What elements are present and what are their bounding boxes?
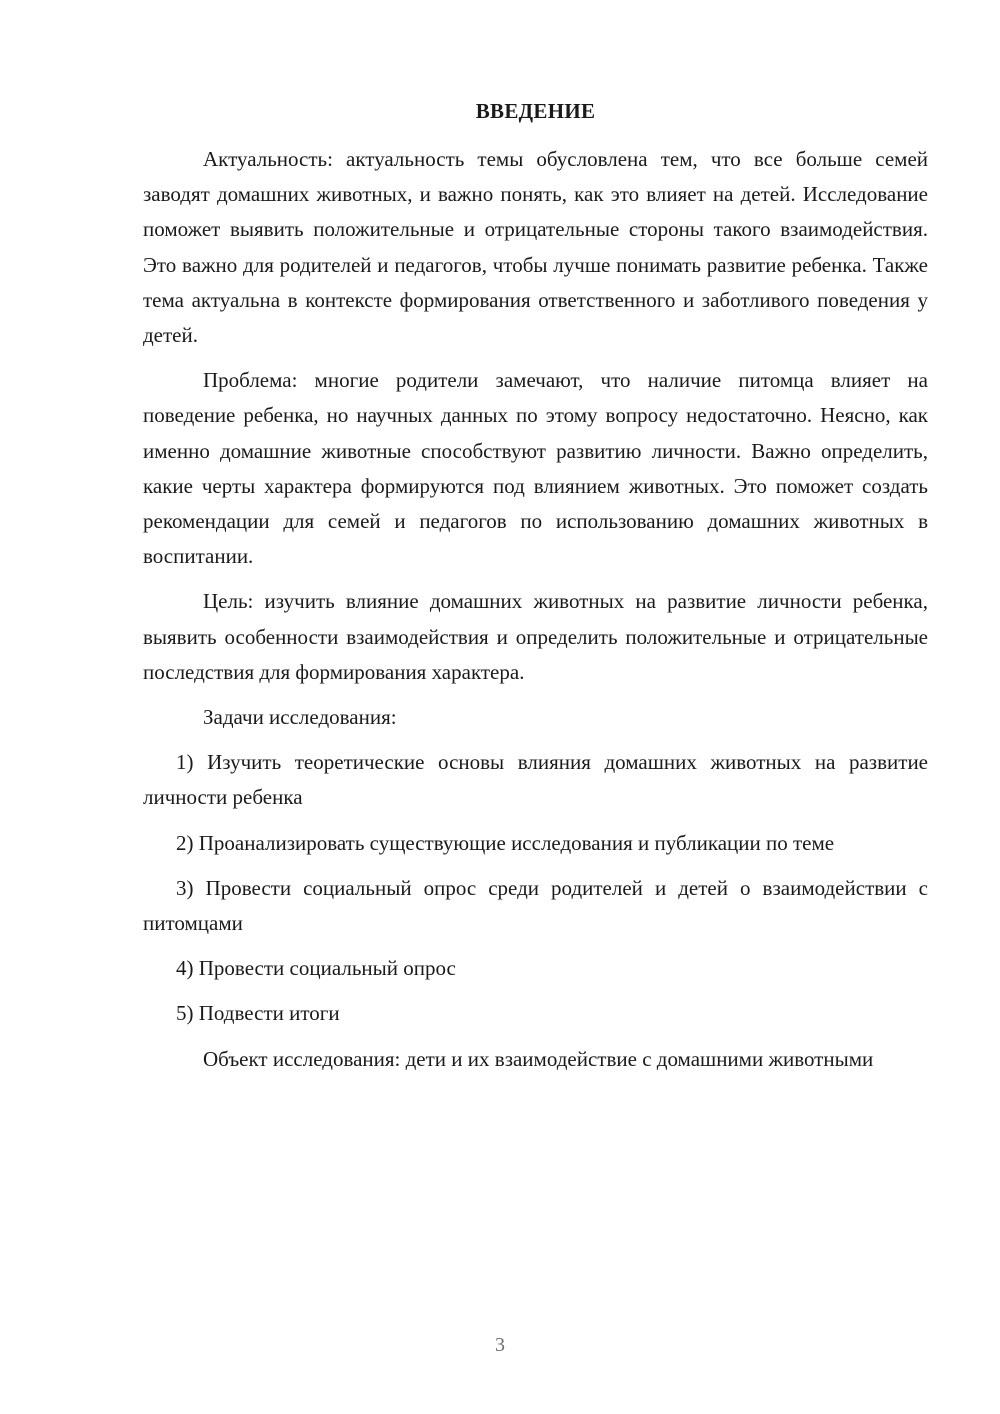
paragraph-problem: Проблема: многие родители замечают, что наличие питомца влияет на поведение ребенка, но научных данных по этому вопросу недостаточно. Неясно, как именно домашние животные способствуют развитию личности. Важно определить, какие черты характера формируются под влиянием животных. Это поможет создать рекомендации для семей и педагогов по использованию домашних животных в воспитании. bbox=[143, 368, 928, 569]
paragraph-object: Объект исследования: дети и их взаимодействие с домашними животными bbox=[203, 1046, 874, 1071]
task-item-5: 5) Подвести итоги bbox=[176, 1001, 340, 1026]
tasks-heading: Задачи исследования: bbox=[203, 705, 397, 730]
page-title: ВВЕДЕНИЕ bbox=[475, 99, 596, 123]
paragraph-relevance: Актуальность: актуальность темы обусловлена тем, что все больше семей заводят домашних животных, и важно понять, как это влияет на детей. Исследование поможет выявить положительные и отрицательные стороны такого взаимодействия. Это важно для родителей и педагогов, чтобы лучше понимать развитие ребенка. Также тема актуальна в контексте формирования ответственного и заботливого поведения у детей. bbox=[143, 147, 928, 348]
task-item-1: 1) Изучить теоретические основы влияния домашних животных на развитие личности ребенка bbox=[143, 750, 928, 810]
page-number: 3 bbox=[495, 1334, 505, 1356]
task-item-2: 2) Проанализировать существующие исследования и публикации по теме bbox=[176, 830, 835, 855]
body-text bbox=[143, 142, 928, 1077]
task-item-3: 3) Провести социальный опрос среди родителей и детей о взаимодействии с питомцами bbox=[143, 875, 928, 936]
task-item-4: 4) Провести социальный опрос bbox=[176, 956, 456, 981]
paragraph-goal: Цель: изучить влияние домашних животных на развитие личности ребенка, выявить особенности взаимодействия и определить положительные и отрицательные последствия для формирования характера. bbox=[143, 589, 928, 684]
